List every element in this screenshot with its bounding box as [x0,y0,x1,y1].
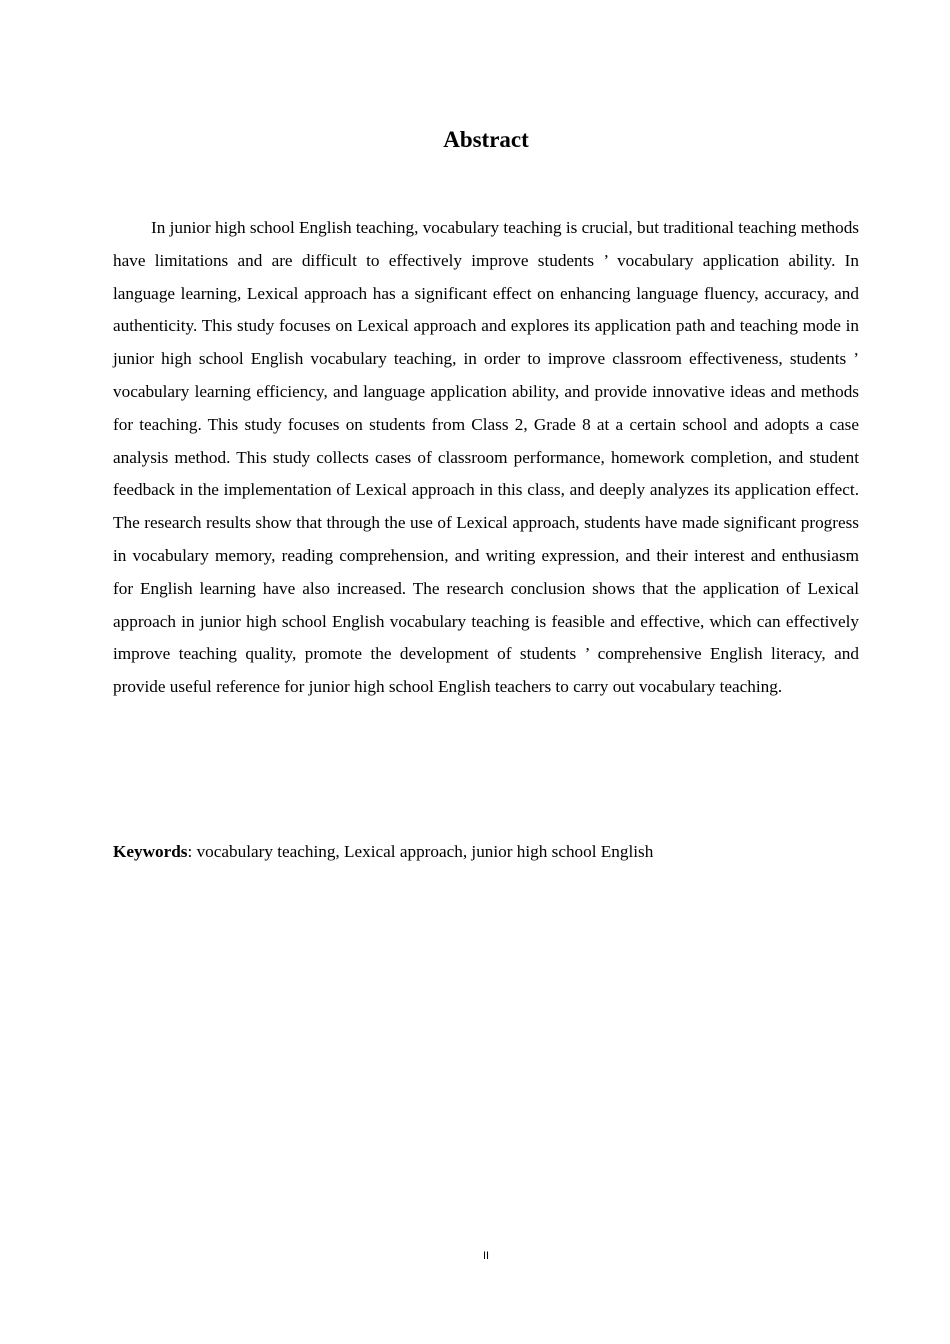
page-title: Abstract [443,127,529,152]
abstract-paragraph: In junior high school English teaching, vocabulary teaching is crucial, but traditional teaching methods have limitations and are difficult to effectively improve students ’ vocabulary application ability. In language learning, Lexical approach has a significant effect on enhancing language fluency, accuracy, and authenticity. This study focuses on Lexical approach and explores its application path and teaching mode in junior high school English vocabulary teaching, in order to improve classroom effectiveness, students ’ vocabulary learning efficiency, and language application ability, and provide innovative ideas and methods for teaching. This study focuses on students from Class 2, Grade 8 at a certain school and adopts a case analysis method. This study collects cases of classroom performance, homework completion, and student feedback in the implementation of Lexical approach in this class, and deeply analyzes its application effect. The research results show that through the use of Lexical approach, students have made significant progress in vocabulary memory, reading comprehension, and writing expression, and their interest and enthusiasm for English learning have also increased. The research conclusion shows that the application of Lexical approach in junior high school English vocabulary teaching is feasible and effective, which can effectively improve teaching quality, promote the development of students ’ comprehensive English literacy, and provide useful reference for junior high school English teachers to carry out vocabulary teaching. [113,218,859,697]
keywords-label: Keywords [113,842,188,861]
keywords-text: vocabulary teaching, Lexical approach, junior high school English [196,842,654,861]
keywords-line [113,836,859,868]
keywords-separator: : [187,842,197,861]
page-number: II [482,1250,490,1262]
